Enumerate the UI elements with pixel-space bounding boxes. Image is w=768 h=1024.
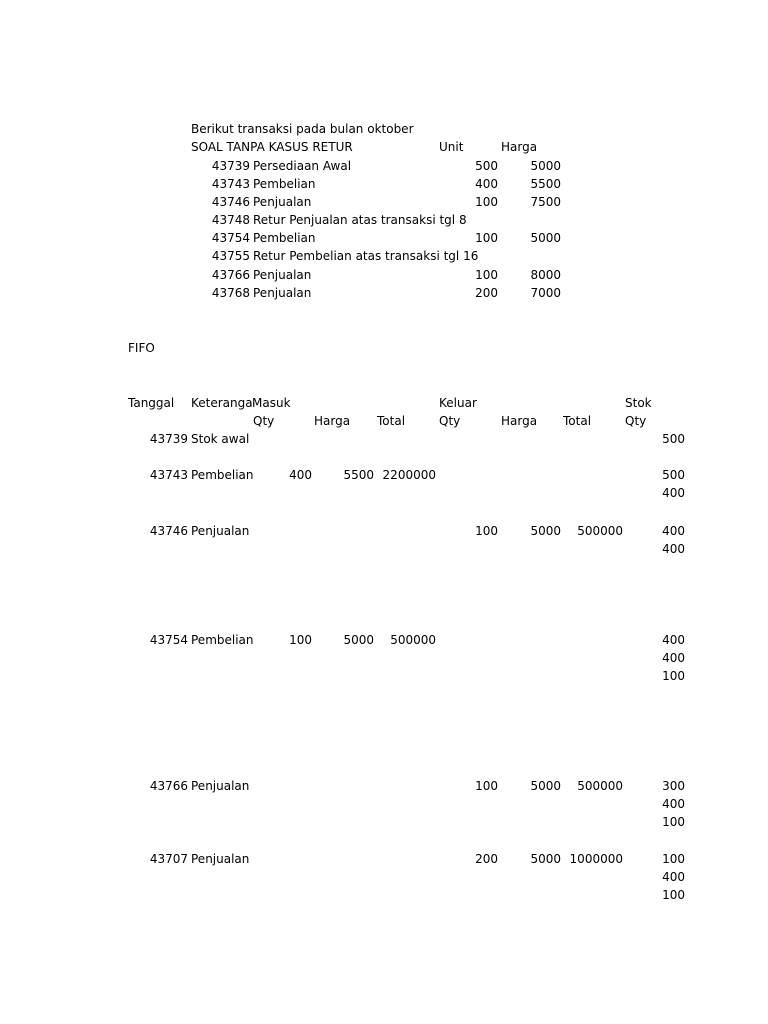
fifo-header-masuk-total: Total bbox=[377, 414, 406, 428]
soal-row-date: 43746 bbox=[211, 195, 250, 209]
soal-row-desc: Retur Penjualan atas transaksi tgl 8 bbox=[253, 213, 467, 227]
fifo-row-desc: Penjualan bbox=[191, 524, 250, 538]
fifo-header-keluar: Keluar bbox=[439, 396, 477, 410]
fifo-row-stok-qty: 100 bbox=[662, 669, 685, 683]
soal-row-unit: 100 bbox=[475, 195, 498, 209]
soal-row-harga: 7500 bbox=[530, 195, 561, 209]
soal-row-unit: 200 bbox=[475, 286, 498, 300]
fifo-header-keluar-total: Total bbox=[563, 414, 592, 428]
soal-row-unit: 500 bbox=[475, 159, 498, 173]
intro-text: Berikut transaksi pada bulan oktober bbox=[191, 122, 414, 136]
soal-row-harga: 5000 bbox=[530, 231, 561, 245]
fifo-row-stok-qty: 500 bbox=[662, 432, 685, 446]
soal-row-date: 43754 bbox=[211, 231, 250, 245]
fifo-row-stok-qty: 400 bbox=[662, 651, 685, 665]
fifo-row-stok-qty: 500 bbox=[662, 468, 685, 482]
soal-row-desc: Penjualan bbox=[253, 286, 312, 300]
soal-title: SOAL TANPA KASUS RETUR bbox=[191, 140, 353, 154]
fifo-row-stok-qty: 400 bbox=[662, 524, 685, 538]
fifo-row-in-qty: 400 bbox=[289, 468, 312, 482]
fifo-row-out-total: 500000 bbox=[577, 524, 623, 538]
fifo-row-in-total: 2200000 bbox=[382, 468, 436, 482]
soal-row-date: 43766 bbox=[211, 268, 250, 282]
fifo-row-out-total: 500000 bbox=[577, 779, 623, 793]
fifo-row-date: 43754 bbox=[149, 633, 188, 647]
fifo-header-keterangan: Keteranga bbox=[191, 396, 253, 410]
soal-row-harga: 8000 bbox=[530, 268, 561, 282]
fifo-row-in-qty: 100 bbox=[289, 633, 312, 647]
soal-row-date: 43743 bbox=[211, 177, 250, 191]
fifo-header-stok-qty: Qty bbox=[625, 414, 647, 428]
soal-row-desc: Pembelian bbox=[253, 177, 316, 191]
soal-row-desc: Penjualan bbox=[253, 195, 312, 209]
fifo-row-desc: Pembelian bbox=[191, 633, 254, 647]
fifo-row-date: 43743 bbox=[149, 468, 188, 482]
fifo-header-keluar-qty: Qty bbox=[439, 414, 461, 428]
soal-row-harga: 5000 bbox=[530, 159, 561, 173]
soal-row-harga: 7000 bbox=[530, 286, 561, 300]
fifo-row-stok-qty: 100 bbox=[662, 888, 685, 902]
fifo-row-in-harga: 5500 bbox=[343, 468, 374, 482]
soal-row-unit: 400 bbox=[475, 177, 498, 191]
fifo-row-out-total: 1000000 bbox=[569, 852, 623, 866]
fifo-row-date: 43746 bbox=[149, 524, 188, 538]
soal-row-desc: Penjualan bbox=[253, 268, 312, 282]
soal-row-date: 43768 bbox=[211, 286, 250, 300]
soal-row-harga: 5500 bbox=[530, 177, 561, 191]
soal-header-unit: Unit bbox=[439, 140, 464, 154]
fifo-header-stok: Stok bbox=[625, 396, 652, 410]
soal-row-desc: Retur Pembelian atas transaksi tgl 16 bbox=[253, 249, 479, 263]
soal-row-date: 43755 bbox=[211, 249, 250, 263]
fifo-row-desc: Stok awal bbox=[191, 432, 250, 446]
fifo-header-masuk-qty: Qty bbox=[253, 414, 275, 428]
fifo-row-desc: Penjualan bbox=[191, 852, 250, 866]
fifo-title: FIFO bbox=[128, 341, 155, 355]
fifo-row-out-harga: 5000 bbox=[530, 852, 561, 866]
fifo-header-masuk: Masuk bbox=[252, 396, 291, 410]
fifo-row-stok-qty: 400 bbox=[662, 797, 685, 811]
fifo-row-desc: Penjualan bbox=[191, 779, 250, 793]
fifo-row-out-harga: 5000 bbox=[530, 779, 561, 793]
fifo-row-stok-qty: 400 bbox=[662, 633, 685, 647]
fifo-row-stok-qty: 400 bbox=[662, 542, 685, 556]
fifo-row-in-total: 500000 bbox=[390, 633, 436, 647]
fifo-row-stok-qty: 300 bbox=[662, 779, 685, 793]
fifo-header-keluar-harga: Harga bbox=[501, 414, 538, 428]
soal-row-desc: Persediaan Awal bbox=[253, 159, 352, 173]
fifo-header-masuk-harga: Harga bbox=[314, 414, 351, 428]
fifo-row-out-qty: 100 bbox=[475, 779, 498, 793]
fifo-row-date: 43739 bbox=[149, 432, 188, 446]
fifo-row-date: 43707 bbox=[149, 852, 188, 866]
soal-row-date: 43739 bbox=[211, 159, 250, 173]
fifo-row-desc: Pembelian bbox=[191, 468, 254, 482]
fifo-row-stok-qty: 100 bbox=[662, 852, 685, 866]
fifo-row-out-qty: 100 bbox=[475, 524, 498, 538]
fifo-row-stok-qty: 400 bbox=[662, 486, 685, 500]
soal-header-harga: Harga bbox=[501, 140, 538, 154]
fifo-row-stok-qty: 100 bbox=[662, 815, 685, 829]
fifo-row-out-qty: 200 bbox=[475, 852, 498, 866]
fifo-header-tanggal: Tanggal bbox=[128, 396, 175, 410]
fifo-row-in-harga: 5000 bbox=[343, 633, 374, 647]
soal-row-unit: 100 bbox=[475, 231, 498, 245]
fifo-row-out-harga: 5000 bbox=[530, 524, 561, 538]
soal-row-desc: Pembelian bbox=[253, 231, 316, 245]
soal-row-date: 43748 bbox=[211, 213, 250, 227]
fifo-row-date: 43766 bbox=[149, 779, 188, 793]
fifo-row-stok-qty: 400 bbox=[662, 870, 685, 884]
soal-row-unit: 100 bbox=[475, 268, 498, 282]
